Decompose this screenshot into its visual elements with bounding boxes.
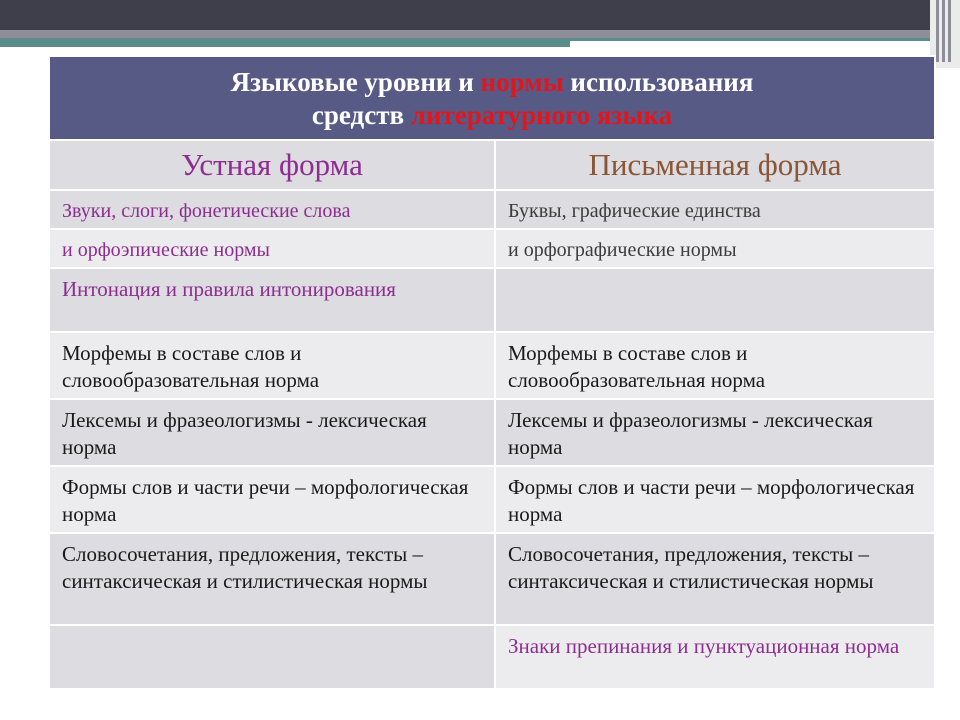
top-decor-bar — [0, 0, 960, 30]
top-decor-line-teal — [0, 38, 570, 47]
table-cell-written: Формы слов и части речи – морфологическая норма — [495, 466, 935, 533]
table-cell-written: Лексемы и фразеологизмы - лексическая норма — [495, 399, 935, 466]
title-highlight-language: литературного языка — [410, 100, 673, 130]
table-cell-written: Буквы, графические единства — [495, 190, 935, 229]
table-cell-oral: Формы слов и части речи – морфологическая норма — [49, 466, 495, 533]
title-highlight-norms: нормы — [480, 67, 564, 97]
column-header-written: Письменная форма — [495, 140, 935, 190]
slide-title — [49, 56, 935, 140]
corner-decor-stripe — [948, 0, 951, 62]
table-cell-written: Знаки препинания и пунктуационная норма — [495, 625, 935, 689]
table-cell-oral: и орфоэпические нормы — [49, 229, 495, 268]
table-row — [49, 190, 935, 229]
table-cell-oral — [49, 625, 495, 689]
column-header-oral: Устная форма — [49, 140, 495, 190]
table-cell-oral: Звуки, слоги, фонетические слова — [49, 190, 495, 229]
table-cell-written: Словосочетания, предложения, тексты – синтаксическая и стилистическая нормы — [495, 533, 935, 625]
table-cell-oral: Морфемы в составе слов и словообразовательная норма — [49, 332, 495, 399]
table-cell-written — [495, 268, 935, 332]
corner-decor-stripe — [936, 0, 939, 62]
table-row — [49, 399, 935, 466]
table-row — [49, 268, 935, 332]
top-decor-line-teal-thin — [570, 38, 930, 41]
norms-table — [48, 55, 936, 690]
table-cell-written: Морфемы в составе слов и словообразовательная норма — [495, 332, 935, 399]
corner-decor-stripe — [942, 0, 945, 62]
table-row — [49, 466, 935, 533]
table-row — [49, 533, 935, 625]
title-text: средств — [311, 100, 411, 130]
title-text: Языковые уровни и — [230, 67, 481, 97]
title-text: использования — [563, 67, 754, 97]
table-cell-oral: Словосочетания, предложения, тексты – синтаксическая и стилистическая нормы — [49, 533, 495, 625]
table-cell-oral: Интонация и правила интонирования — [49, 268, 495, 332]
table-cell-oral: Лексемы и фразеологизмы - лексическая норма — [49, 399, 495, 466]
table-row — [49, 332, 935, 399]
table-row — [49, 229, 935, 268]
table-cell-written: и орфографические нормы — [495, 229, 935, 268]
table-row — [49, 625, 935, 689]
top-decor-line-gray — [0, 30, 930, 38]
